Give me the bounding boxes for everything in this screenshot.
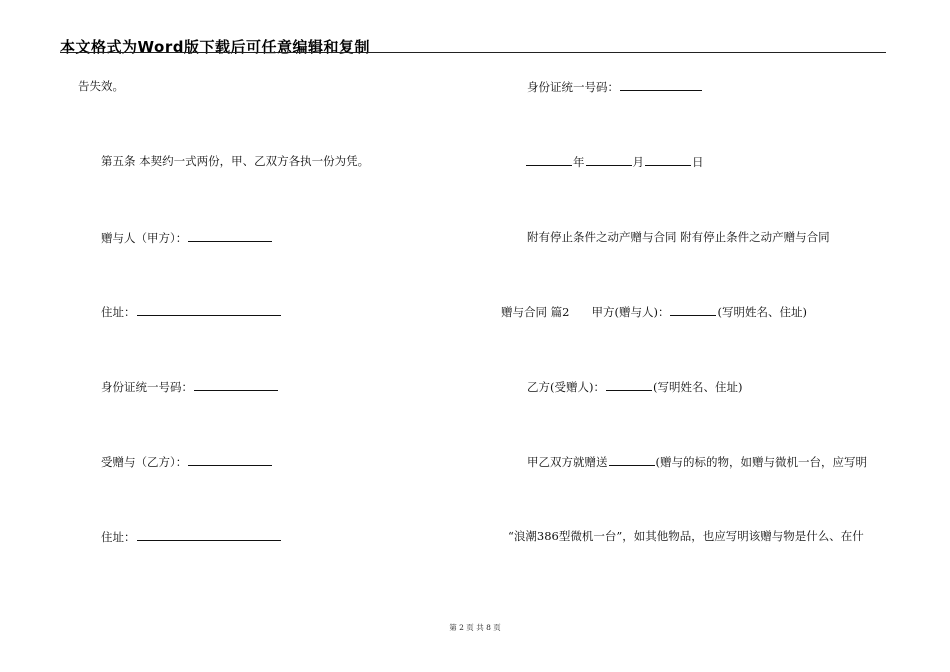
left-line-donor [101,230,273,245]
month-blank [586,154,632,166]
id-number-blank-right [620,79,702,91]
right-line-id-number [527,79,703,94]
right-line-contract-title: 附有停止条件之动产赠与合同 附有停止条件之动产赠与合同 [527,230,830,244]
address-blank-2 [137,529,281,541]
right-line-gift-example: “浪潮386型微机一台”，如其他物品，也应写明该赠与物是什么、在什 [508,529,864,543]
right-line-gift [527,454,867,469]
id-number-label-right: 身份证统一号码： [527,80,619,94]
left-line-1: 告失效。 [78,79,124,93]
party-a-note: (写明姓名、住址) [717,305,807,319]
day-blank [645,154,691,166]
right-line-date [525,154,704,169]
contract-section-label: 赠与合同 篇2 [501,305,570,319]
donor-blank [188,230,272,242]
address-blank-1 [137,304,281,316]
left-line-clause-5: 第五条 本契约一式两份，甲、乙双方各执一份为凭。 [101,154,370,168]
left-line-donee [101,454,273,469]
year-label: 年 [573,155,585,169]
party-b-blank [606,379,652,391]
donee-label: 受赠与（乙方）： [101,455,188,469]
gift-blank [609,454,655,466]
right-line-contract-2 [501,304,807,319]
address-label-1: 住址： [101,305,136,319]
party-b-note: (写明姓名、住址) [652,380,743,394]
page-footer-number: 第 2 页 共 8 页 [449,623,501,632]
gift-label: 甲乙双方就赠送 [527,455,608,469]
donor-label: 赠与人（甲方）： [101,231,188,245]
id-number-label-left: 身份证统一号码： [101,380,193,394]
left-line-address-1 [101,304,282,319]
party-a-label: 甲方(赠与人)： [591,305,670,319]
right-line-party-b [527,379,742,394]
address-label-2: 住址： [101,530,136,544]
month-label: 月 [632,155,644,169]
header-divider [60,52,886,53]
gift-note: (赠与的标的物，如赠与微机一台，应写明 [655,455,867,469]
party-b-label: 乙方(受赠人)： [527,380,605,394]
left-line-address-2 [101,529,282,544]
party-a-blank [670,304,716,316]
id-number-blank-left [194,379,278,391]
donee-blank [188,454,272,466]
left-line-id-number [101,379,279,394]
year-blank [526,154,572,166]
page-header-title: 本文格式为Word版下载后可任意编辑和复制 [60,38,370,56]
day-label: 日 [692,155,704,169]
